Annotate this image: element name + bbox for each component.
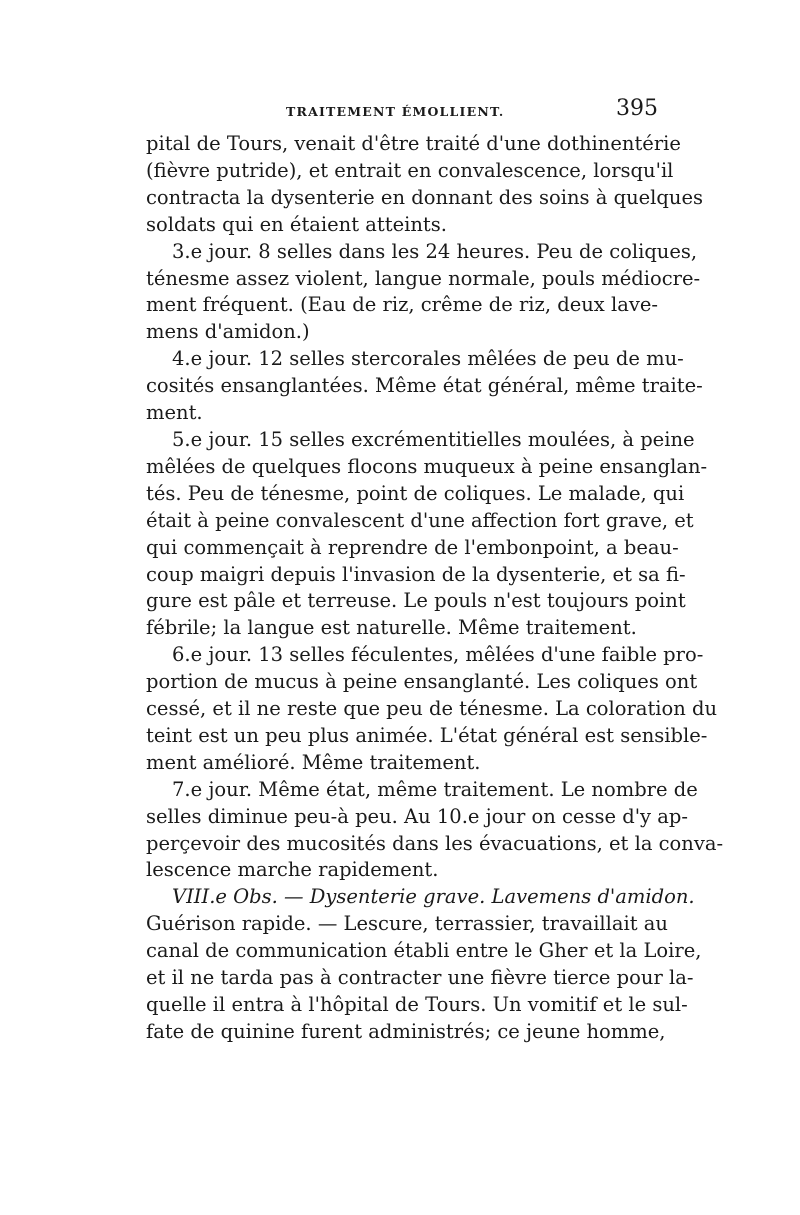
text-line: 3.e jour. 8 selles dans les 24 heures. Peu de coliques, [172,239,698,263]
text-line: perçevoir des mucosités dans les évacuations, et la conva- [146,831,724,855]
text-line: portion de mucus à peine ensanglanté. Les coliques ont [146,670,698,694]
text-line: cosités ensanglantées. Même état général, même traite- [146,374,703,398]
paragraph [146,642,718,777]
text-line: 5.e jour. 15 selles excrémentitielles moulées, à peine [172,427,695,451]
paragraph [146,427,708,642]
text-line: canal de communication établi entre le Gher et la Loire, [146,939,702,963]
text-line: (fièvre putride), et entrait en convalescence, lorsqu'il [146,158,674,182]
page-number: 395 [616,96,658,121]
text-line: pital de Tours, venait d'être traité d'une dothinentérie [146,132,681,155]
text-line: soldats qui en étaient atteints. [146,212,447,236]
text-line: Guérison rapide. — Lescure, terrassier, travaillait au [146,912,668,936]
section-heading-line: VIII.e Obs. — Dysenterie grave. Lavemens d'amidon. [172,885,695,909]
text-line: ment. [146,401,203,425]
text-line: et il ne tarda pas à contracter une fièvre tierce pour la- [146,966,694,990]
text-line: était à peine convalescent d'une affection fort grave, et [146,508,694,532]
text-line: contracta la dysenterie en donnant des soins à quelques [146,185,703,209]
text-line: coup maigri depuis l'invasion de la dysenterie, et sa fi- [146,562,686,586]
text-line: fate de quinine furent administrés; ce jeune homme, [146,1019,666,1043]
text-line: selles diminue peu-à peu. Au 10.e jour on cesse d'y ap- [146,804,688,828]
text-line: teint est un peu plus animée. L'état général est sensible- [146,723,708,747]
text-line: quelle il entra à l'hôpital de Tours. Un vomitif et le sul- [146,993,688,1016]
paragraph [146,346,703,427]
text-line: mens d'amidon.) [146,320,310,344]
text-line: 7.e jour. Même état, même traitement. Le nombre de [172,777,698,801]
text-line: lescence marche rapidement. [146,858,439,882]
text-line: ténesme assez violent, langue normale, pouls médiocre- [146,266,701,290]
text-line: fébrile; la langue est naturelle. Même traitement. [146,616,637,640]
page-header [146,96,658,130]
text-line: ment fréquent. (Eau de riz, crême de riz, deux lave- [146,293,658,317]
paragraph [146,884,702,1045]
paragraph [146,131,703,239]
paragraph [146,239,701,347]
text-line: cessé, et il ne reste que peu de ténesme. La coloration du [146,697,718,721]
text-line: 4.e jour. 12 selles stercorales mêlées de peu de mu- [172,347,684,371]
text-line: qui commençait à reprendre de l'embonpoint, a beau- [146,535,679,559]
running-head: TRAITEMENT ÉMOLLIENT. [286,104,505,119]
text-line: ment amélioré. Même traitement. [146,750,481,774]
paragraph [146,777,724,885]
text-line: 6.e jour. 13 selles féculentes, mêlées d'une faible pro- [172,643,704,667]
text-line: tés. Peu de ténesme, point de coliques. Le malade, qui [146,481,685,505]
text-line: mêlées de quelques flocons muqueux à peine ensanglan- [146,454,708,478]
body-text [146,131,724,1046]
text-line: gure est pâle et terreuse. Le pouls n'est toujours point [146,589,686,613]
